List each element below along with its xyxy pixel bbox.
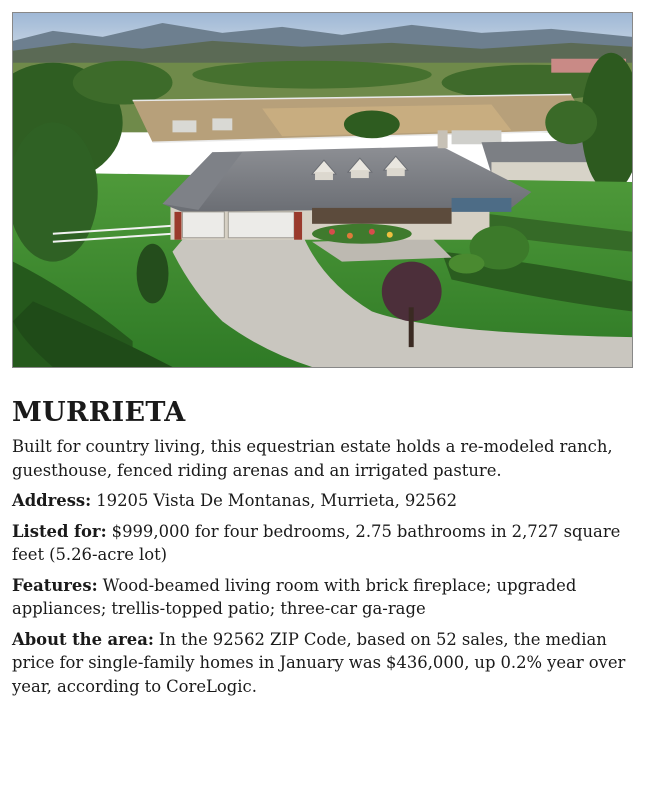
listed-for-line [12, 520, 636, 567]
listed-for-label: Listed for: [12, 521, 107, 541]
about-area-label: About the area: [12, 629, 154, 649]
address-label: Address: [12, 491, 92, 510]
features-line [12, 574, 636, 621]
about-area-line [12, 628, 636, 699]
listing-text [12, 396, 636, 705]
features-value: Wood-beamed living room with brick fireplace; upgraded appliances; trellis-topped patio; three-car ga-rage [12, 575, 577, 618]
listed-for-value: $999,000 for four bedrooms, 2.75 bathrooms in 2,727 square feet (5.26-acre lot) [12, 521, 621, 564]
listing-description: Built for country living, this equestrian estate holds a re-modeled ranch, guesthouse, fenced riding arenas and an irrigated pasture. [12, 437, 613, 480]
features-label: Features: [12, 575, 98, 595]
ranch-house-aerial-image [13, 13, 632, 367]
address-value: 19205 Vista De Montanas, Murrieta, 92562 [96, 491, 458, 510]
city-headline: MURRIETA [12, 397, 186, 428]
property-photo [12, 12, 633, 368]
address-line [12, 489, 636, 513]
about-area-value: In the 92562 ZIP Code, based on 52 sales, the median price for single-family homes in January was $436,000, up 0.2% year over year, according to CoreLogic. [12, 629, 626, 696]
